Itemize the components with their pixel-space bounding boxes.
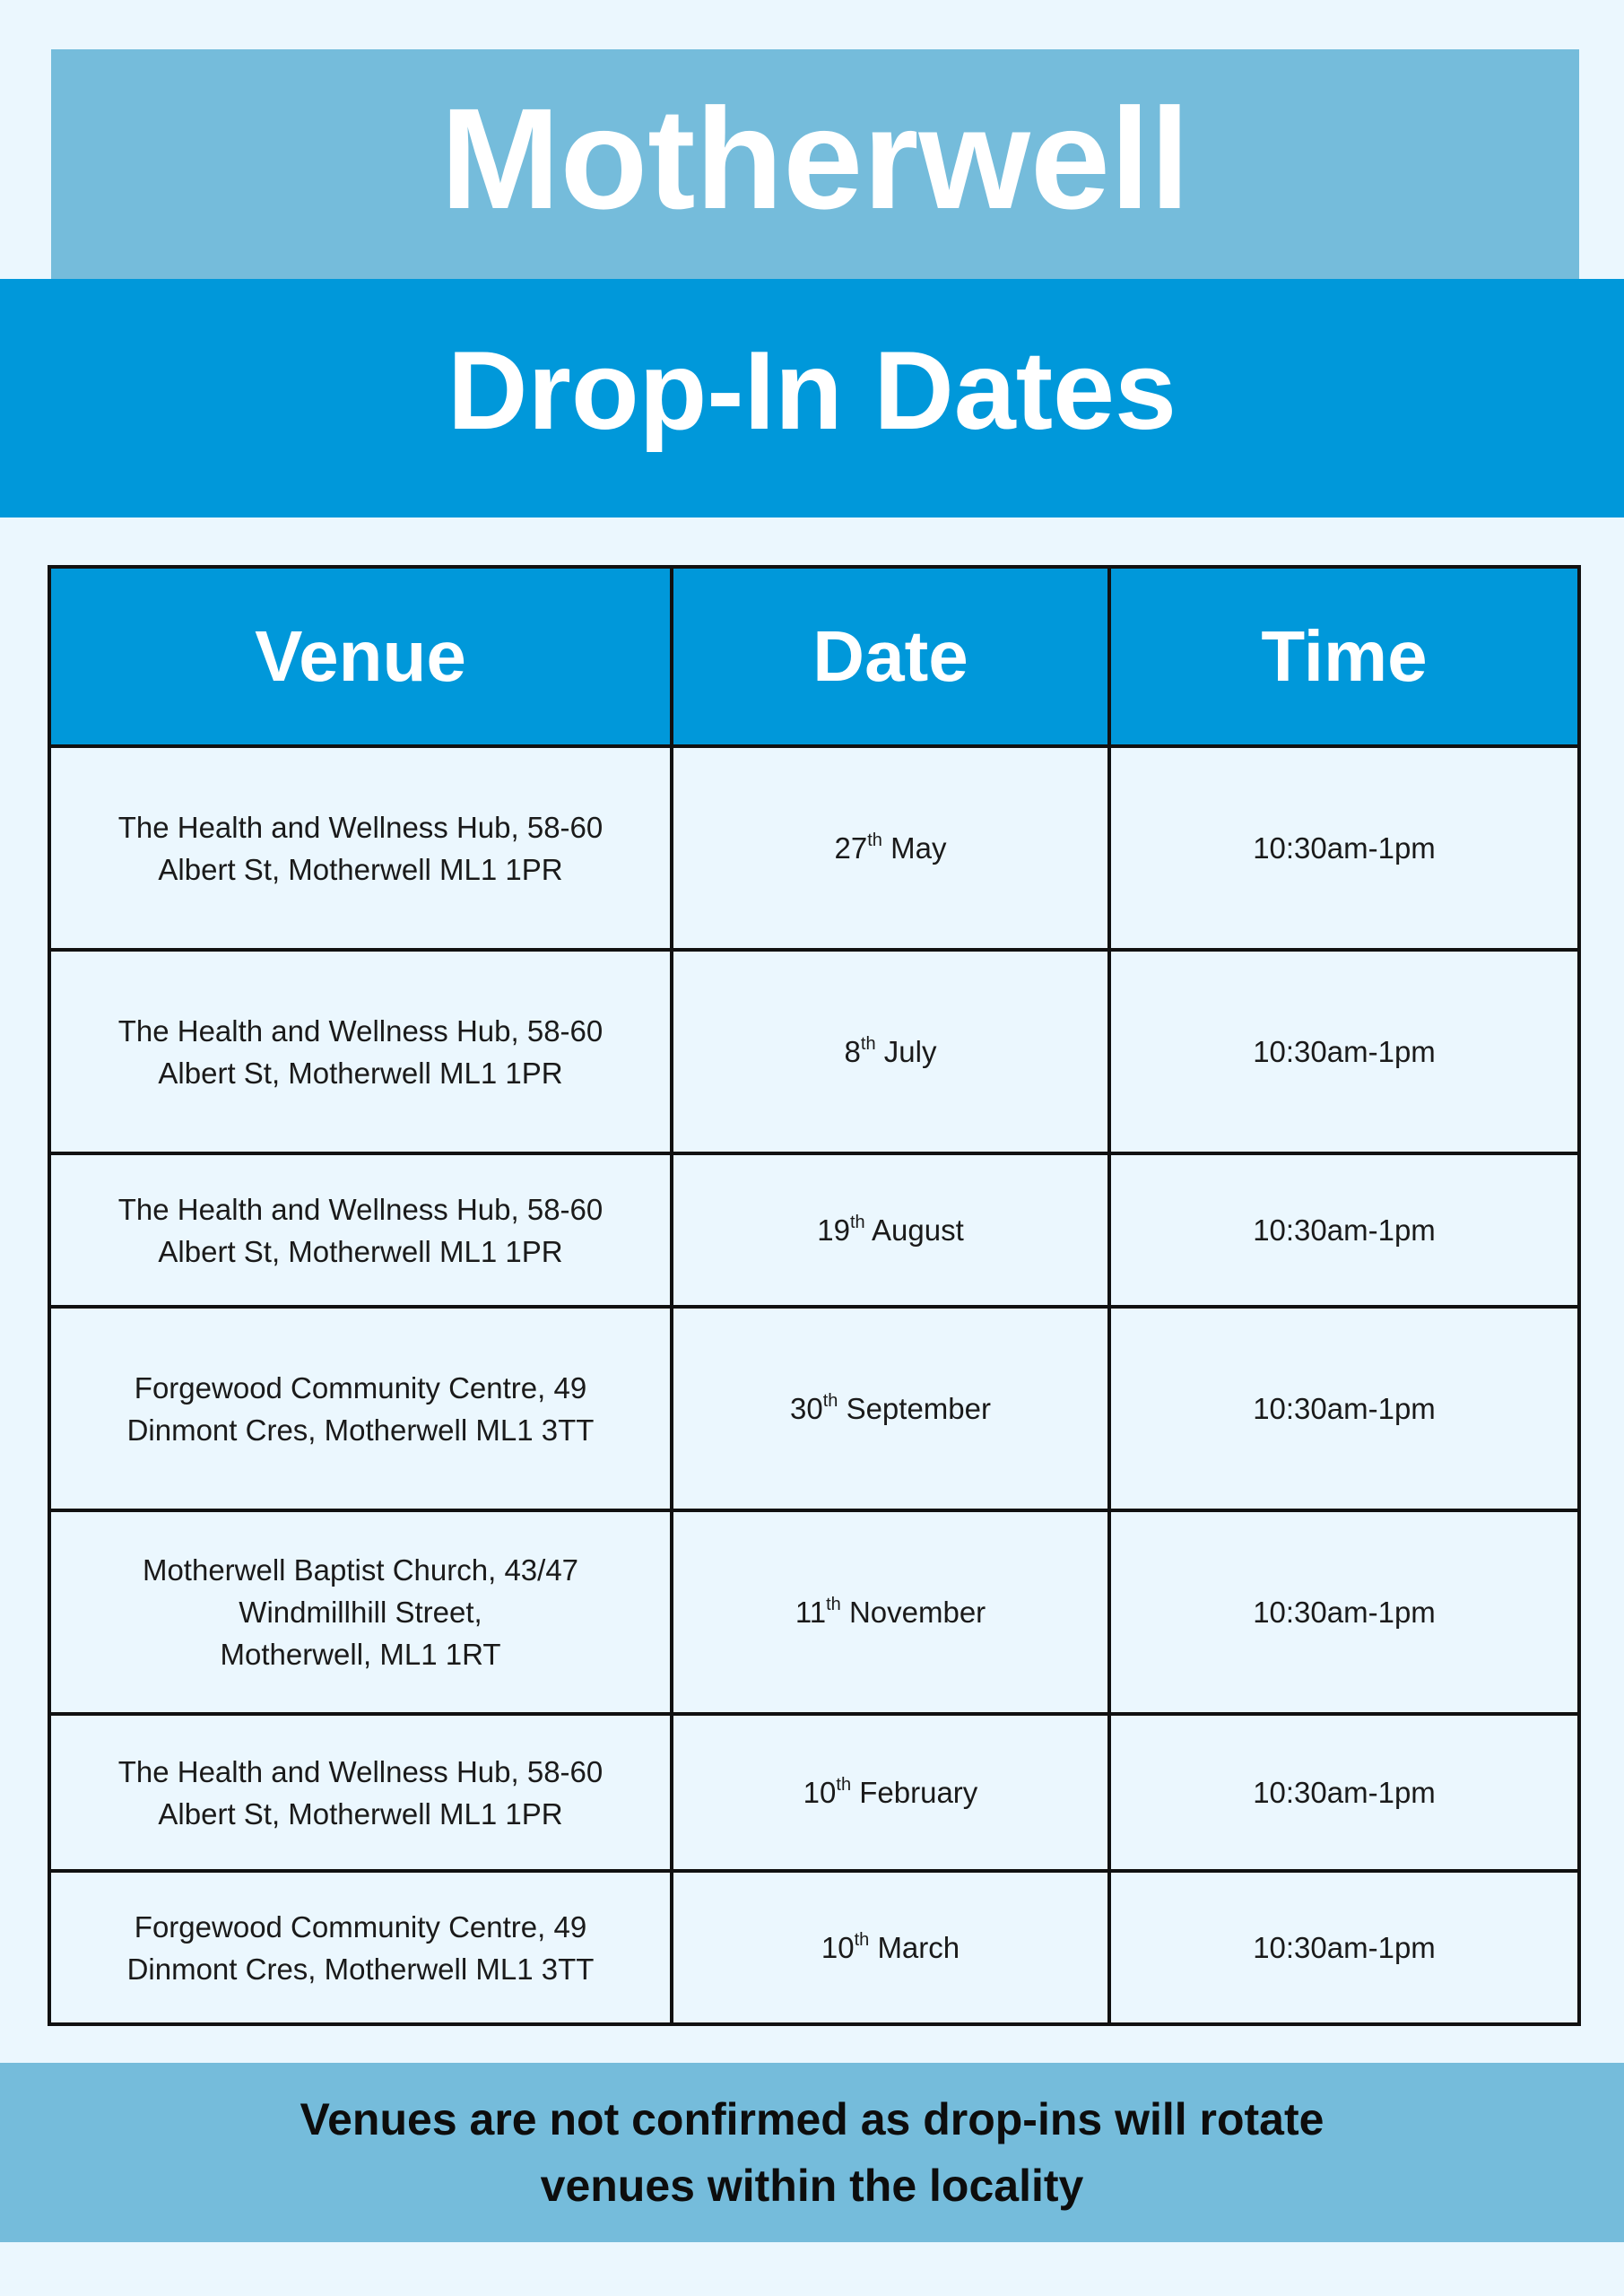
time-cell: 10:30am-1pm	[1109, 1510, 1579, 1714]
date-cell	[672, 1871, 1109, 2024]
date-suffix: th	[822, 1391, 838, 1411]
date-cell	[672, 746, 1109, 950]
date-cell	[672, 1153, 1109, 1307]
drop-in-schedule-table	[48, 565, 1581, 2026]
date-suffix: th	[849, 1213, 865, 1232]
venue-cell: The Health and Wellness Hub, 58-60 Albert St, Motherwell ML1 1PR	[49, 746, 672, 950]
page-subtitle: Drop-In Dates	[447, 329, 1177, 453]
venue-cell: The Health and Wellness Hub, 58-60 Albert St, Motherwell ML1 1PR	[49, 1714, 672, 1871]
venue-cell: The Health and Wellness Hub, 58-60 Albert St, Motherwell ML1 1PR	[49, 1153, 672, 1307]
time-cell: 10:30am-1pm	[1109, 1871, 1579, 2024]
date-day: 19	[817, 1213, 850, 1247]
date-month: May	[890, 831, 947, 865]
date-day: 11	[795, 1596, 827, 1629]
date-month: February	[859, 1776, 978, 1809]
date-day: 30	[789, 1392, 823, 1425]
date-suffix: th	[867, 831, 882, 850]
date-suffix: th	[854, 1930, 870, 1950]
venue-cell: Forgewood Community Centre, 49 Dinmont Cres, Motherwell ML1 3TT	[49, 1871, 672, 2024]
time-cell: 10:30am-1pm	[1109, 1307, 1579, 1510]
table-row	[49, 950, 1579, 1153]
time-cell: 10:30am-1pm	[1109, 1714, 1579, 1871]
table-row	[49, 1714, 1579, 1871]
date-day: 27	[834, 831, 868, 865]
title-band	[51, 49, 1579, 279]
table-row	[49, 1307, 1579, 1510]
time-cell: 10:30am-1pm	[1109, 1153, 1579, 1307]
date-month: September	[846, 1392, 991, 1425]
date-cell	[672, 950, 1109, 1153]
column-header-time: Time	[1109, 567, 1579, 746]
table-row	[49, 1153, 1579, 1307]
date-suffix: th	[860, 1034, 876, 1054]
column-header-date: Date	[672, 567, 1109, 746]
date-month: July	[883, 1035, 937, 1068]
footer-band	[0, 2063, 1624, 2242]
venue-cell: Forgewood Community Centre, 49 Dinmont Cres, Motherwell ML1 3TT	[49, 1307, 672, 1510]
date-suffix: th	[836, 1775, 852, 1795]
table-header-row	[49, 567, 1579, 746]
venue-cell: Motherwell Baptist Church, 43/47 Windmillhill Street, Motherwell, ML1 1RT	[49, 1510, 672, 1714]
date-cell	[672, 1510, 1109, 1714]
date-month: March	[877, 1931, 960, 1964]
table-row	[49, 1871, 1579, 2024]
time-cell: 10:30am-1pm	[1109, 746, 1579, 950]
page-title: Motherwell	[440, 78, 1190, 239]
column-header-venue: Venue	[49, 567, 672, 746]
date-suffix: th	[826, 1595, 841, 1614]
date-cell	[672, 1714, 1109, 1871]
table-row	[49, 746, 1579, 950]
date-month: August	[872, 1213, 964, 1247]
date-month: November	[848, 1596, 986, 1629]
date-day: 10	[821, 1931, 855, 1964]
time-cell: 10:30am-1pm	[1109, 950, 1579, 1153]
venue-rotation-note: Venues are not confirmed as drop-ins will rotate venues within the locality	[300, 2094, 1324, 2211]
date-day: 10	[803, 1776, 837, 1809]
date-day: 8	[844, 1035, 861, 1068]
venue-cell: The Health and Wellness Hub, 58-60 Albert St, Motherwell ML1 1PR	[49, 950, 672, 1153]
subtitle-band	[0, 279, 1624, 517]
table-row	[49, 1510, 1579, 1714]
date-cell	[672, 1307, 1109, 1510]
